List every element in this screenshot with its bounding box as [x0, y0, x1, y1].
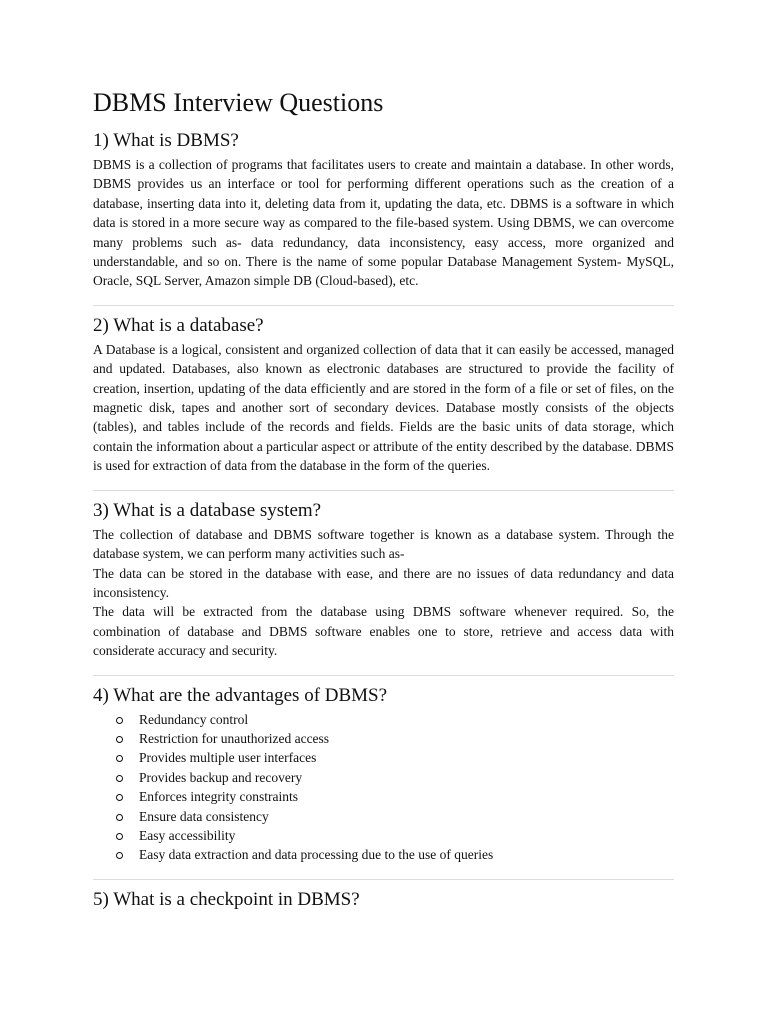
section-what-is-database: [93, 314, 674, 476]
list-item-text: Provides backup and recovery: [139, 769, 303, 785]
section-divider: [93, 490, 674, 491]
bullet-circle-icon: [116, 736, 123, 743]
bullet-circle-icon: [116, 833, 123, 840]
list-item: [93, 787, 674, 806]
advantages-list: [93, 710, 674, 865]
bullet-circle-icon: [116, 717, 123, 724]
section-advantages-of-dbms: [93, 684, 674, 865]
list-item-text: Easy data extraction and data processing due to the use of queries: [139, 847, 494, 863]
section-divider: [93, 879, 674, 880]
question-heading: 2) What is a database?: [93, 314, 264, 336]
list-item-text: Restriction for unauthorized access: [139, 730, 330, 746]
bullet-circle-icon: [116, 775, 123, 782]
question-heading: 5) What is a checkpoint in DBMS?: [93, 888, 360, 910]
answer-paragraph: The data can be stored in the database with ease, and there are no issues of data redundancy and data inconsistency.: [93, 565, 674, 600]
answer-paragraph: A Database is a logical, consistent and organized collection of data that it can easily be accessed, managed and updated. Databases, also known as electronic databases are structured to provide the facility of creation, insertion, updating of the data efficiently and are stored in the form of a file or set of files, on the magnetic disk, tapes and another sort of secondary devices. Database mostly consists of the objects (tables), and tables include of the records and fields. Fields are the basic units of data storage, which contain the information about a particular aspect or attribute of the entity described by the database. DBMS is used for extraction of data from the database in the form of the queries.: [93, 341, 674, 474]
list-item: [93, 826, 674, 845]
bullet-circle-icon: [116, 852, 123, 859]
list-item-text: Redundancy control: [139, 711, 249, 727]
document-content: [93, 86, 674, 914]
question-heading: 3) What is a database system?: [93, 499, 322, 521]
list-item-text: Easy accessibility: [139, 827, 236, 843]
list-item: [93, 807, 674, 826]
list-item: [93, 845, 674, 864]
section-database-system: [93, 499, 674, 661]
answer-paragraph: The data will be extracted from the database using DBMS software whenever required. So, the combination of database and DBMS software enables one to store, retrieve and access data with considerate accuracy and security.: [93, 604, 674, 659]
list-item: [93, 748, 674, 767]
answer-paragraph: DBMS is a collection of programs that facilitates users to create and maintain a database. In other words, DBMS provides us an interface or tool for performing different operations such as the creation of a database, inserting data into it, deleting data from it, updating the data, etc. DBMS is a software in which data is stored in a more secure way as compared to the file-based system. Using DBMS, we can overcome many problems such as- data redundancy, data inconsistency, easy access, more organized and understandable, and so on. There is the name of some popular Database Management System- MySQL, Oracle, SQL Server, Amazon simple DB (Cloud-based), etc.: [93, 157, 674, 289]
bullet-circle-icon: [116, 794, 123, 801]
section-what-is-dbms: [93, 129, 674, 291]
section-divider: [93, 675, 674, 676]
list-item: [93, 710, 674, 729]
section-checkpoint: [93, 888, 674, 912]
list-item-text: Enforces integrity constraints: [139, 789, 298, 805]
list-item-text: Ensure data consistency: [139, 808, 269, 824]
list-item: [93, 729, 674, 748]
answer-paragraph: The collection of database and DBMS software together is known as a database system. Through the database system, we can perform many activities such as-: [93, 526, 674, 562]
document-title: DBMS Interview Questions: [93, 88, 384, 117]
section-divider: [93, 305, 674, 306]
question-heading: 4) What are the advantages of DBMS?: [93, 684, 388, 706]
bullet-circle-icon: [116, 814, 123, 821]
list-item: [93, 768, 674, 787]
bullet-circle-icon: [116, 755, 123, 762]
list-item-text: Provides multiple user interfaces: [139, 750, 317, 766]
question-heading: 1) What is DBMS?: [93, 130, 239, 151]
